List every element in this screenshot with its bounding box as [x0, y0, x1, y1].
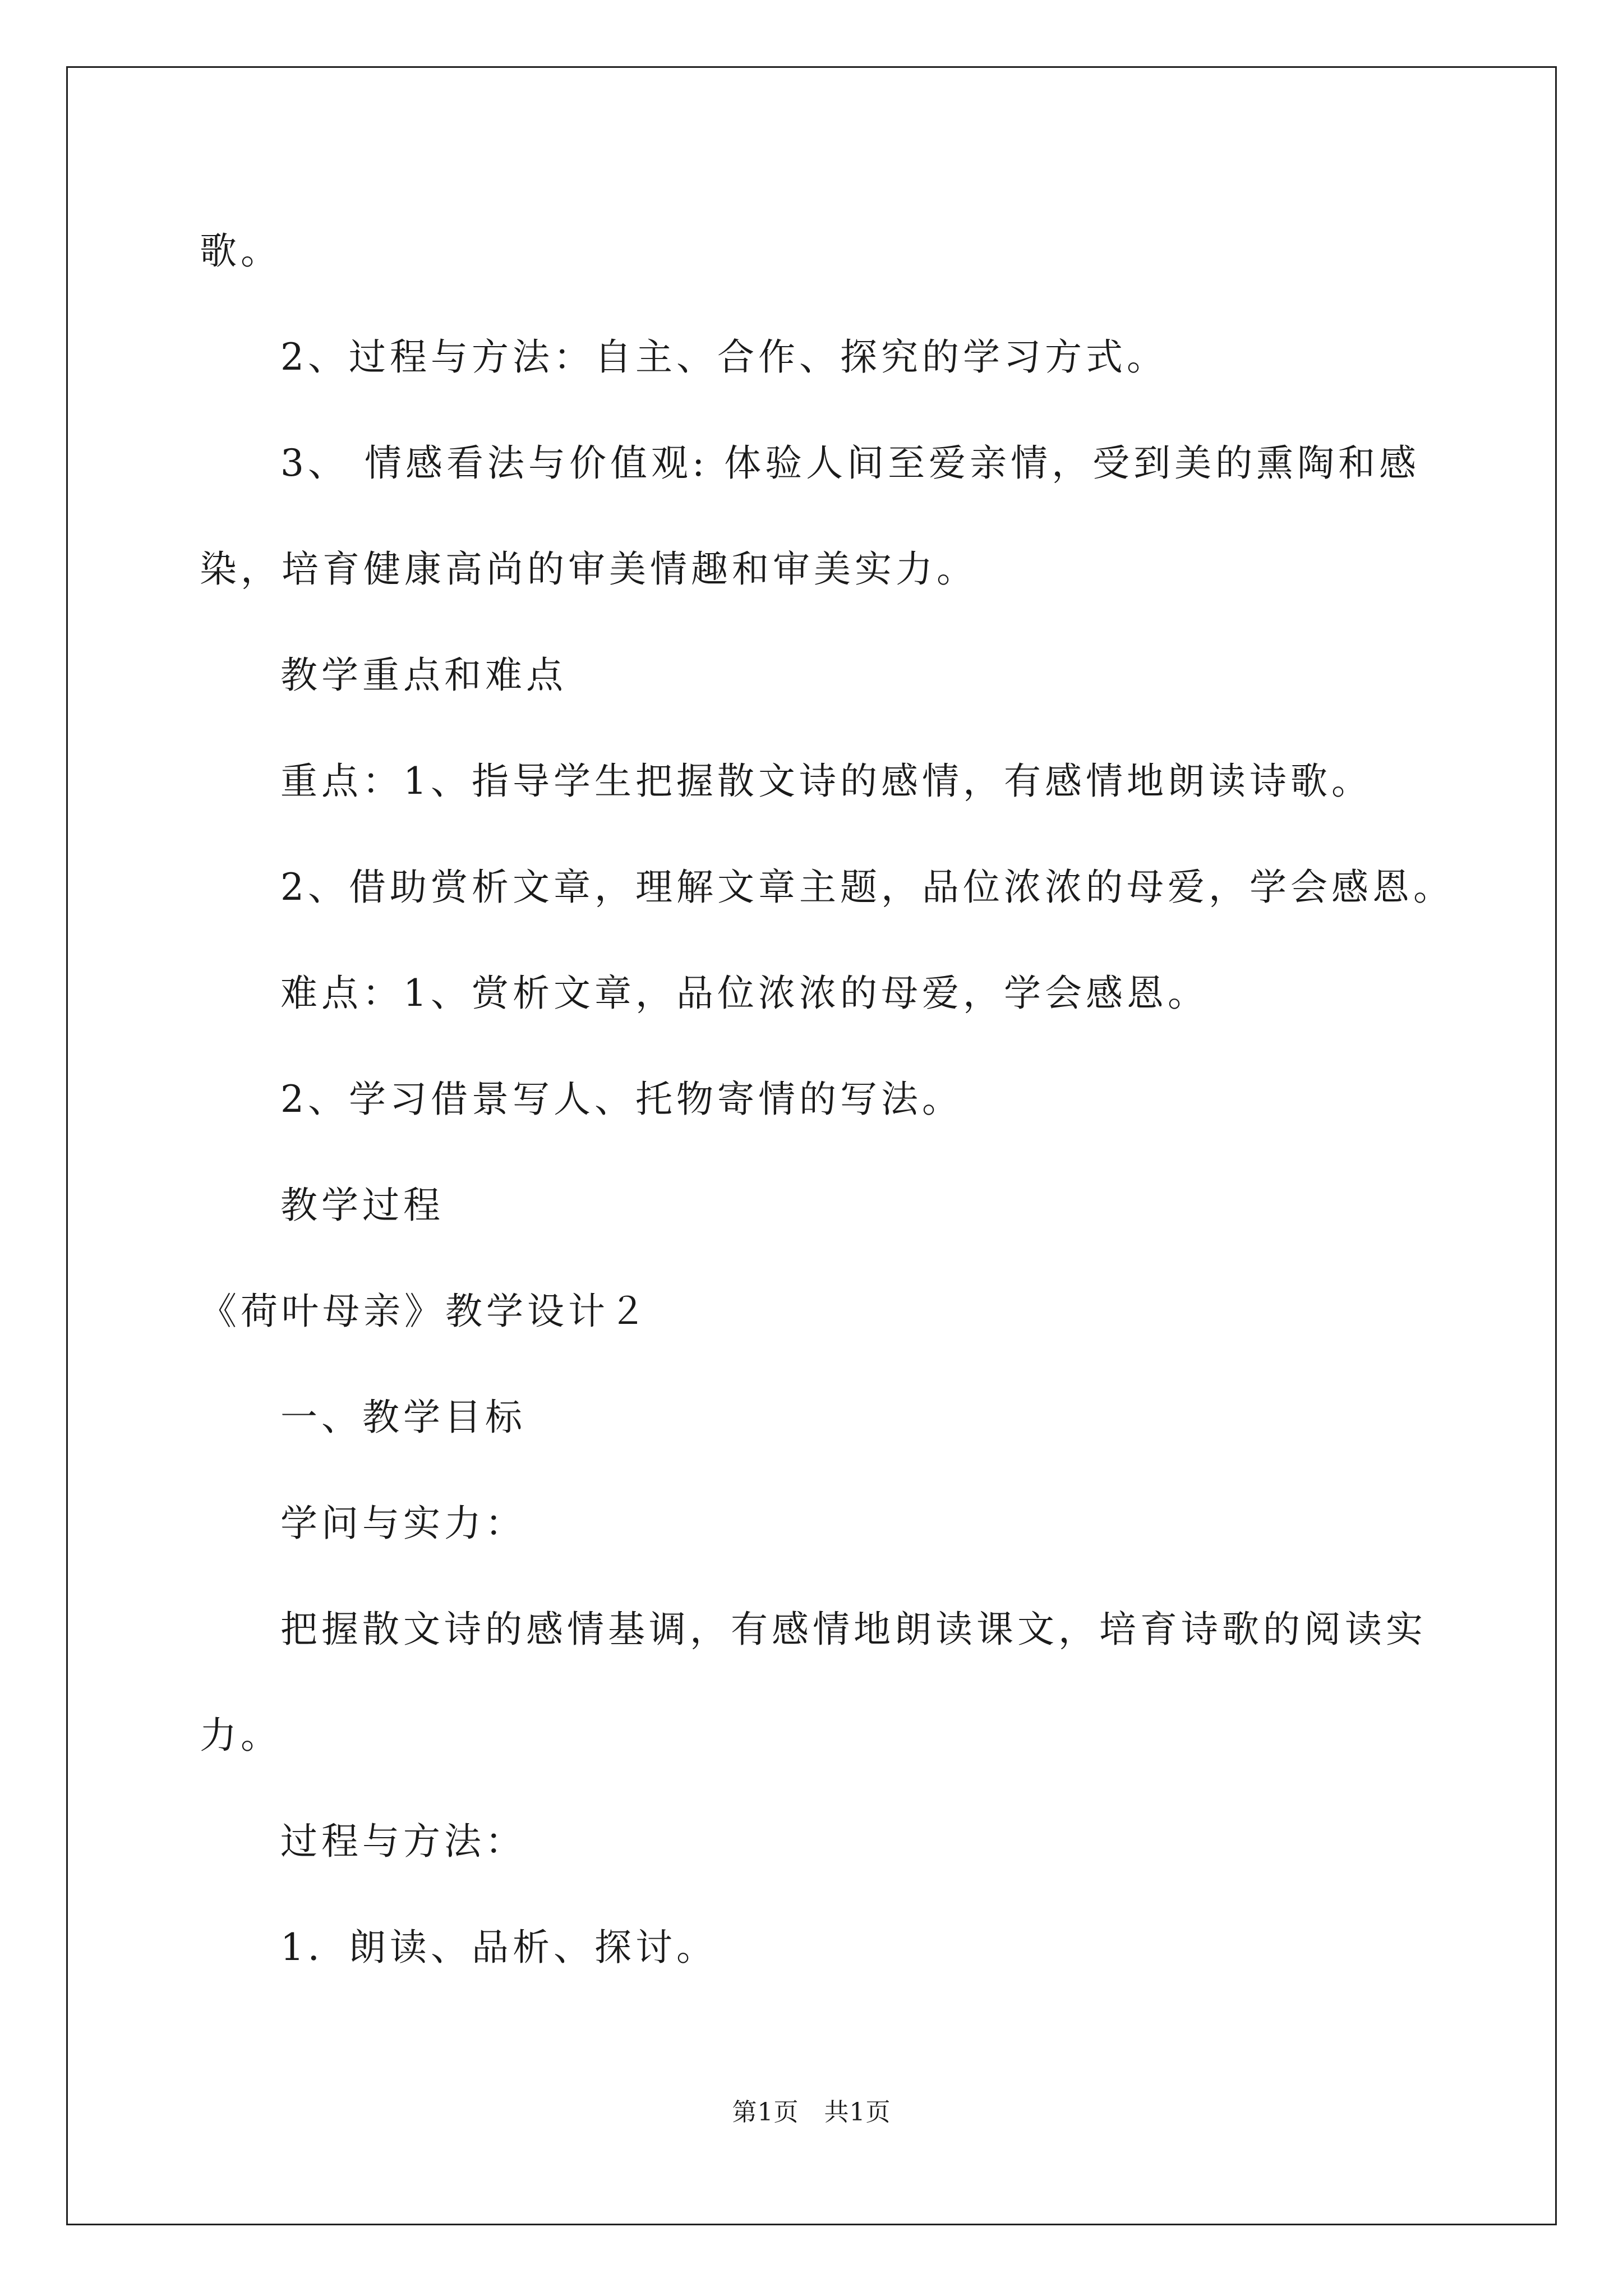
- text-line: 难点：1、赏析文章，品位浓浓的母爱，学会感恩。: [280, 972, 1209, 1015]
- text-line: 2、过程与方法：自主、合作、探究的学习方式。: [280, 335, 1168, 379]
- text-line: 染，培育健康高尚的审美情趣和审美实力。: [200, 547, 978, 591]
- page-border: [66, 66, 1557, 2225]
- text-line: 学问与实力：: [280, 1502, 526, 1545]
- section-heading: 教学重点和难点: [280, 654, 567, 697]
- text-line: 力。: [200, 1714, 282, 1757]
- text-line: 3、 情感看法与价值观: 体验人间至爱亲情，受到美的熏陶和感: [280, 441, 1421, 485]
- text-line: 重点：1、指导学生把握散文诗的感情，有感情地朗读诗歌。: [280, 760, 1372, 803]
- text-line: 1．朗读、品析、探讨。: [280, 1926, 717, 1969]
- section-heading: 教学过程: [280, 1184, 444, 1227]
- text-line: 过程与方法：: [280, 1820, 526, 1863]
- section-heading: 一、教学目标: [280, 1396, 526, 1439]
- text-line: 2、学习借景写人、托物寄情的写法。: [280, 1078, 963, 1121]
- text-line: 歌。: [200, 229, 282, 273]
- text-line: 把握散文诗的感情基调，有感情地朗读课文，培育诗歌的阅读实: [280, 1608, 1427, 1651]
- document-title: 《荷叶母亲》教学设计２: [200, 1290, 650, 1333]
- text-line: 2、借助赏析文章，理解文章主题，品位浓浓的母爱，学会感恩。: [280, 866, 1454, 909]
- page-number: 第1页 共1页: [732, 2098, 891, 2127]
